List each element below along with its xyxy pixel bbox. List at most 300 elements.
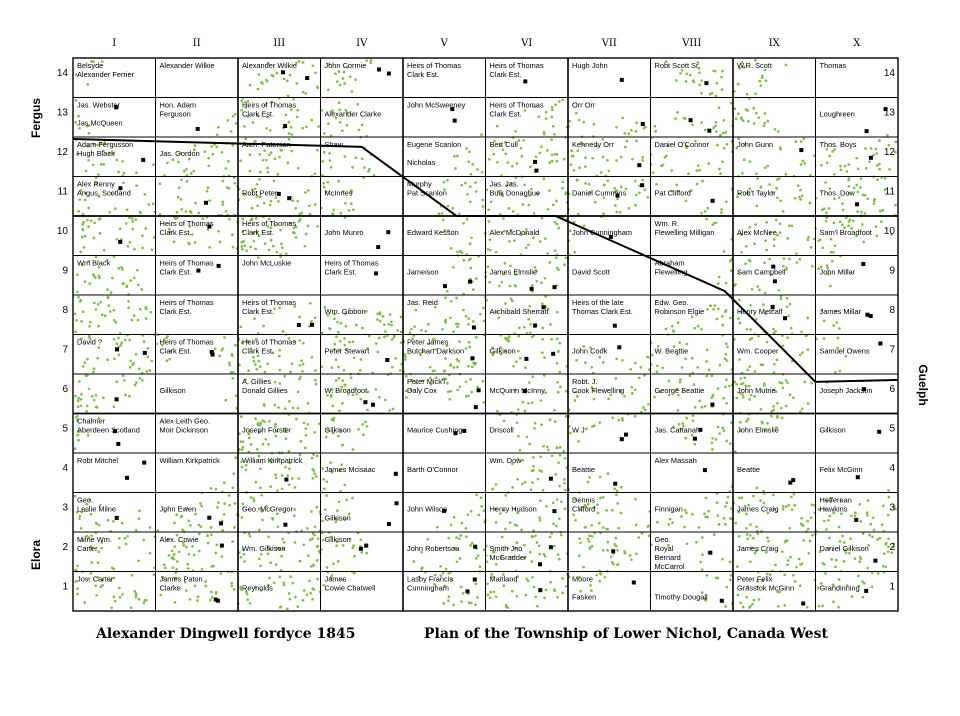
tree-dot — [314, 316, 317, 319]
tree-dot — [90, 219, 93, 222]
homestead-marker — [211, 353, 215, 357]
tree-dot — [833, 173, 836, 176]
tree-dot — [79, 251, 82, 254]
tree-dot — [265, 159, 268, 162]
tree-dot — [724, 357, 727, 360]
lot-owner-name: John Wilson — [407, 504, 448, 514]
tree-dot — [737, 594, 740, 597]
tree-dot — [341, 129, 344, 132]
tree-dot — [137, 559, 140, 562]
tree-dot — [74, 447, 77, 450]
tree-dot — [281, 246, 284, 249]
tree-dot — [215, 488, 218, 491]
tree-dot — [787, 315, 790, 318]
tree-dot — [564, 507, 567, 510]
tree-dot — [713, 533, 716, 536]
tree-dot — [588, 540, 591, 543]
lot-number-left: 12 — [56, 147, 68, 158]
tree-dot — [257, 88, 260, 91]
tree-dot — [542, 489, 545, 492]
tree-dot — [481, 199, 484, 202]
tree-dot — [561, 577, 564, 580]
tree-dot — [475, 277, 478, 280]
tree-dot — [564, 489, 567, 492]
tree-dot — [607, 541, 610, 544]
homestead-marker — [220, 544, 224, 548]
tree-dot — [74, 569, 77, 572]
tree-dot — [76, 273, 79, 276]
homestead-marker — [613, 324, 617, 328]
tree-dot — [524, 109, 527, 112]
tree-dot — [322, 478, 325, 481]
tree-dot — [468, 601, 471, 604]
homestead-marker — [473, 545, 477, 549]
tree-dot — [267, 536, 270, 539]
tree-dot — [200, 505, 203, 508]
lot-owner-name: Alexander Wilkie — [159, 61, 215, 70]
tree-dot — [701, 568, 704, 571]
tree-dot — [455, 297, 458, 300]
tree-dot — [107, 296, 110, 299]
tree-dot — [546, 252, 549, 255]
tree-dot — [854, 514, 857, 517]
tree-dot — [400, 316, 403, 319]
tree-dot — [621, 417, 624, 420]
tree-dot — [337, 331, 340, 334]
tree-dot — [82, 229, 85, 232]
tree-dot — [115, 342, 118, 345]
tree-dot — [117, 171, 120, 174]
tree-dot — [173, 558, 176, 561]
tree-dot — [786, 237, 789, 240]
tree-dot — [222, 180, 225, 183]
tree-dot — [478, 514, 481, 517]
tree-dot — [118, 546, 121, 549]
tree-dot — [555, 473, 558, 476]
tree-dot — [788, 527, 791, 530]
tree-dot — [298, 339, 301, 342]
tree-dot — [280, 242, 283, 245]
tree-dot — [488, 158, 491, 161]
tree-dot — [86, 358, 89, 361]
tree-dot — [228, 364, 231, 367]
tree-dot — [258, 529, 261, 532]
tree-dot — [788, 224, 791, 227]
tree-dot — [188, 243, 191, 246]
tree-dot — [259, 422, 262, 425]
tree-dot — [828, 155, 831, 158]
tree-dot — [778, 381, 781, 384]
tree-dot — [409, 332, 412, 335]
tree-dot — [291, 477, 294, 480]
tree-dot — [799, 198, 802, 201]
tree-dot — [538, 544, 541, 547]
tree-dot — [294, 541, 297, 544]
tree-dot — [280, 555, 283, 558]
tree-dot — [542, 327, 545, 330]
tree-dot — [527, 318, 530, 321]
tree-dot — [112, 520, 115, 523]
tree-dot — [706, 308, 709, 311]
homestead-marker — [788, 481, 792, 485]
tree-dot — [461, 522, 464, 525]
lot-owner-name: Alex McDonald — [489, 228, 540, 237]
tree-dot — [533, 427, 536, 430]
tree-dot — [538, 516, 541, 519]
lot-owner-name: Peter Mick'l — [407, 377, 445, 386]
tree-dot — [99, 232, 102, 235]
tree-dot — [848, 185, 851, 188]
tree-dot — [285, 252, 288, 255]
tree-dot — [288, 132, 291, 135]
tree-dot — [261, 519, 264, 522]
tree-dot — [723, 517, 726, 520]
tree-dot — [772, 494, 775, 497]
tree-dot — [188, 553, 191, 556]
tree-dot — [793, 493, 796, 496]
tree-dot — [611, 509, 614, 512]
tree-dot — [613, 543, 616, 546]
homestead-marker — [376, 245, 380, 249]
tree-dot — [287, 95, 290, 98]
tree-dot — [316, 225, 319, 228]
tree-dot — [112, 568, 115, 571]
tree-dot — [214, 552, 217, 555]
tree-dot — [439, 565, 442, 568]
tree-dot — [596, 503, 599, 506]
tree-dot — [464, 182, 467, 185]
tree-dot — [689, 374, 692, 377]
tree-dot — [685, 80, 688, 83]
tree-dot — [556, 311, 559, 314]
tree-dot — [88, 132, 91, 135]
tree-dot — [635, 194, 638, 197]
tree-dot — [129, 279, 132, 282]
tree-dot — [540, 281, 543, 284]
tree-dot — [122, 374, 125, 377]
tree-dot — [456, 251, 459, 254]
homestead-marker — [524, 357, 528, 361]
homestead-marker — [115, 397, 119, 401]
homestead-marker — [533, 160, 537, 164]
homestead-marker — [472, 326, 476, 330]
homestead-marker — [720, 599, 724, 603]
tree-dot — [554, 420, 557, 423]
tree-dot — [855, 157, 858, 160]
tree-dot — [616, 490, 619, 493]
tree-dot — [615, 493, 618, 496]
tree-dot — [414, 309, 417, 312]
tree-dot — [718, 168, 721, 171]
tree-dot — [725, 200, 728, 203]
tree-dot — [602, 361, 605, 364]
tree-dot — [171, 550, 174, 553]
tree-dot — [554, 103, 557, 106]
lot-owner-name: Heirs of Thomas — [159, 219, 214, 228]
tree-dot — [614, 377, 617, 380]
guelph-label: Guelph — [916, 364, 930, 406]
tree-dot — [86, 83, 89, 86]
tree-dot — [262, 325, 265, 328]
tree-dot — [698, 169, 701, 172]
tree-dot — [534, 534, 537, 537]
tree-dot — [124, 339, 127, 342]
tree-dot — [241, 516, 244, 519]
tree-dot — [626, 140, 629, 143]
tree-dot — [849, 218, 852, 221]
tree-dot — [467, 317, 470, 320]
tree-dot — [483, 509, 486, 512]
tree-dot — [101, 313, 104, 316]
tree-dot — [302, 342, 305, 345]
tree-dot — [725, 501, 728, 504]
tree-dot — [350, 376, 353, 379]
tree-dot — [802, 539, 805, 542]
tree-dot — [677, 321, 680, 324]
tree-dot — [312, 453, 315, 456]
tree-dot — [129, 241, 132, 244]
tree-dot — [516, 524, 519, 527]
tree-dot — [654, 130, 657, 133]
tree-dot — [76, 587, 79, 590]
tree-dot — [207, 186, 210, 189]
tree-dot — [338, 70, 341, 73]
tree-dot — [338, 101, 341, 104]
tree-dot — [696, 183, 699, 186]
tree-dot — [786, 381, 789, 384]
tree-dot — [220, 555, 223, 558]
tree-dot — [358, 129, 361, 132]
tree-dot — [472, 320, 475, 323]
tree-dot — [112, 309, 115, 312]
tree-dot — [532, 465, 535, 468]
lot-owner-name: Bert Cull — [489, 140, 518, 149]
tree-dot — [231, 353, 234, 356]
tree-dot — [189, 598, 192, 601]
tree-dot — [240, 440, 243, 443]
tree-dot — [785, 64, 788, 67]
tree-dot — [783, 257, 786, 260]
tree-dot — [667, 523, 670, 526]
tree-dot — [345, 325, 348, 328]
tree-dot — [234, 502, 237, 505]
tree-dot — [266, 80, 269, 83]
tree-dot — [192, 170, 195, 173]
lot-owner-name: Samuel Owens — [819, 346, 870, 356]
tree-dot — [196, 599, 199, 602]
tree-dot — [545, 111, 548, 114]
tree-dot — [545, 505, 548, 508]
tree-dot — [800, 331, 803, 334]
tree-dot — [545, 589, 548, 592]
tree-dot — [296, 200, 299, 203]
tree-dot — [481, 171, 484, 174]
homestead-marker — [217, 264, 221, 268]
tree-dot — [523, 544, 526, 547]
lot-owner-name: Clark Est. — [324, 267, 357, 277]
tree-dot — [247, 369, 250, 372]
tree-dot — [786, 563, 789, 566]
tree-dot — [617, 527, 620, 530]
tree-dot — [887, 537, 890, 540]
tree-dot — [209, 599, 212, 602]
lot-owner-name: Jas. Webster — [77, 100, 120, 110]
homestead-marker — [377, 68, 381, 72]
tree-dot — [507, 207, 510, 210]
tree-dot — [135, 171, 138, 174]
tree-dot — [730, 269, 733, 272]
tree-dot — [88, 388, 91, 391]
tree-dot — [128, 339, 131, 342]
tree-dot — [867, 499, 870, 502]
tree-dot — [602, 526, 605, 529]
tree-dot — [220, 572, 223, 575]
concession-label: II — [192, 38, 201, 49]
tree-dot — [866, 567, 869, 570]
tree-dot — [817, 605, 820, 608]
tree-dot — [364, 421, 367, 424]
homestead-marker — [287, 196, 291, 200]
tree-dot — [798, 558, 801, 561]
tree-dot — [479, 313, 482, 316]
tree-dot — [338, 409, 341, 412]
tree-dot — [466, 193, 469, 196]
tree-dot — [328, 152, 331, 155]
tree-dot — [383, 336, 386, 339]
tree-dot — [450, 524, 453, 527]
tree-dot — [316, 149, 319, 152]
tree-dot — [518, 449, 521, 452]
tree-dot — [894, 141, 897, 144]
tree-dot — [145, 317, 148, 320]
tree-dot — [355, 324, 358, 327]
tree-dot — [472, 362, 475, 365]
tree-dot — [432, 370, 435, 373]
tree-dot — [222, 201, 225, 204]
tree-dot — [343, 483, 346, 486]
lot-owner-name: Heirs of Thomas — [159, 337, 214, 347]
tree-dot — [696, 169, 699, 172]
tree-dot — [223, 502, 226, 505]
tree-dot — [288, 121, 291, 124]
tree-dot — [241, 448, 244, 451]
tree-dot — [321, 365, 324, 368]
tree-dot — [849, 537, 852, 540]
tree-dot — [267, 171, 270, 174]
tree-dot — [615, 211, 618, 214]
tree-dot — [582, 121, 585, 124]
tree-dot — [508, 240, 511, 243]
tree-dot — [583, 224, 586, 227]
tree-dot — [857, 168, 860, 171]
lot-owner-name: Wm. R. — [654, 219, 680, 228]
homestead-marker — [689, 118, 693, 122]
tree-dot — [254, 417, 257, 420]
tree-dot — [767, 120, 770, 123]
tree-dot — [546, 446, 549, 449]
tree-dot — [134, 218, 137, 221]
tree-dot — [476, 596, 479, 599]
tree-dot — [774, 564, 777, 567]
lot-owner-name: Angus, Scotland — [77, 188, 131, 198]
tree-dot — [717, 577, 720, 580]
tree-dot — [465, 347, 468, 350]
tree-dot — [483, 320, 486, 323]
tree-dot — [359, 369, 362, 372]
tree-dot — [597, 512, 600, 515]
tree-dot — [656, 370, 659, 373]
tree-dot — [84, 199, 87, 202]
lot-owner-name: Ferguson — [159, 109, 191, 119]
tree-dot — [754, 370, 757, 373]
tree-dot — [147, 355, 150, 358]
tree-dot — [288, 450, 291, 453]
tree-dot — [833, 222, 836, 225]
tree-dot — [500, 281, 503, 284]
tree-dot — [243, 560, 246, 563]
tree-dot — [231, 585, 234, 588]
tree-dot — [474, 603, 477, 606]
tree-dot — [270, 200, 273, 203]
tree-dot — [313, 534, 316, 537]
homestead-marker — [143, 351, 147, 355]
tree-dot — [781, 550, 784, 553]
tree-dot — [305, 126, 308, 129]
tree-dot — [449, 365, 452, 368]
homestead-marker — [523, 79, 527, 83]
tree-dot — [294, 596, 297, 599]
tree-dot — [807, 552, 810, 555]
tree-dot — [289, 74, 292, 77]
tree-dot — [106, 358, 109, 361]
tree-dot — [296, 115, 299, 118]
tree-dot — [557, 461, 560, 464]
tree-dot — [90, 561, 93, 564]
tree-dot — [314, 172, 317, 175]
tree-dot — [724, 386, 727, 389]
tree-dot — [588, 534, 591, 537]
tree-dot — [588, 183, 591, 186]
lot-owner-name: Clark Est. — [242, 346, 275, 356]
tree-dot — [302, 363, 305, 366]
tree-dot — [376, 318, 379, 321]
tree-dot — [468, 259, 471, 262]
tree-dot — [384, 399, 387, 402]
lot-owner-name: Murphy — [407, 179, 432, 189]
tree-dot — [604, 576, 607, 579]
tree-dot — [532, 469, 535, 472]
tree-dot — [221, 151, 224, 154]
tree-dot — [470, 391, 473, 394]
concession-label: I — [112, 38, 117, 49]
tree-dot — [368, 335, 371, 338]
tree-dot — [297, 407, 300, 410]
tree-dot — [790, 224, 793, 227]
tree-dot — [876, 164, 879, 167]
tree-dot — [194, 585, 197, 588]
tree-dot — [766, 165, 769, 168]
lot-owner-name: Alex. Cowie — [159, 535, 199, 544]
tree-dot — [507, 340, 510, 343]
tree-dot — [555, 200, 558, 203]
tree-dot — [303, 589, 306, 592]
tree-dot — [738, 299, 741, 302]
tree-dot — [205, 585, 208, 588]
tree-dot — [394, 357, 397, 360]
tree-dot — [551, 160, 554, 163]
tree-dot — [700, 121, 703, 124]
tree-dot — [495, 563, 498, 566]
